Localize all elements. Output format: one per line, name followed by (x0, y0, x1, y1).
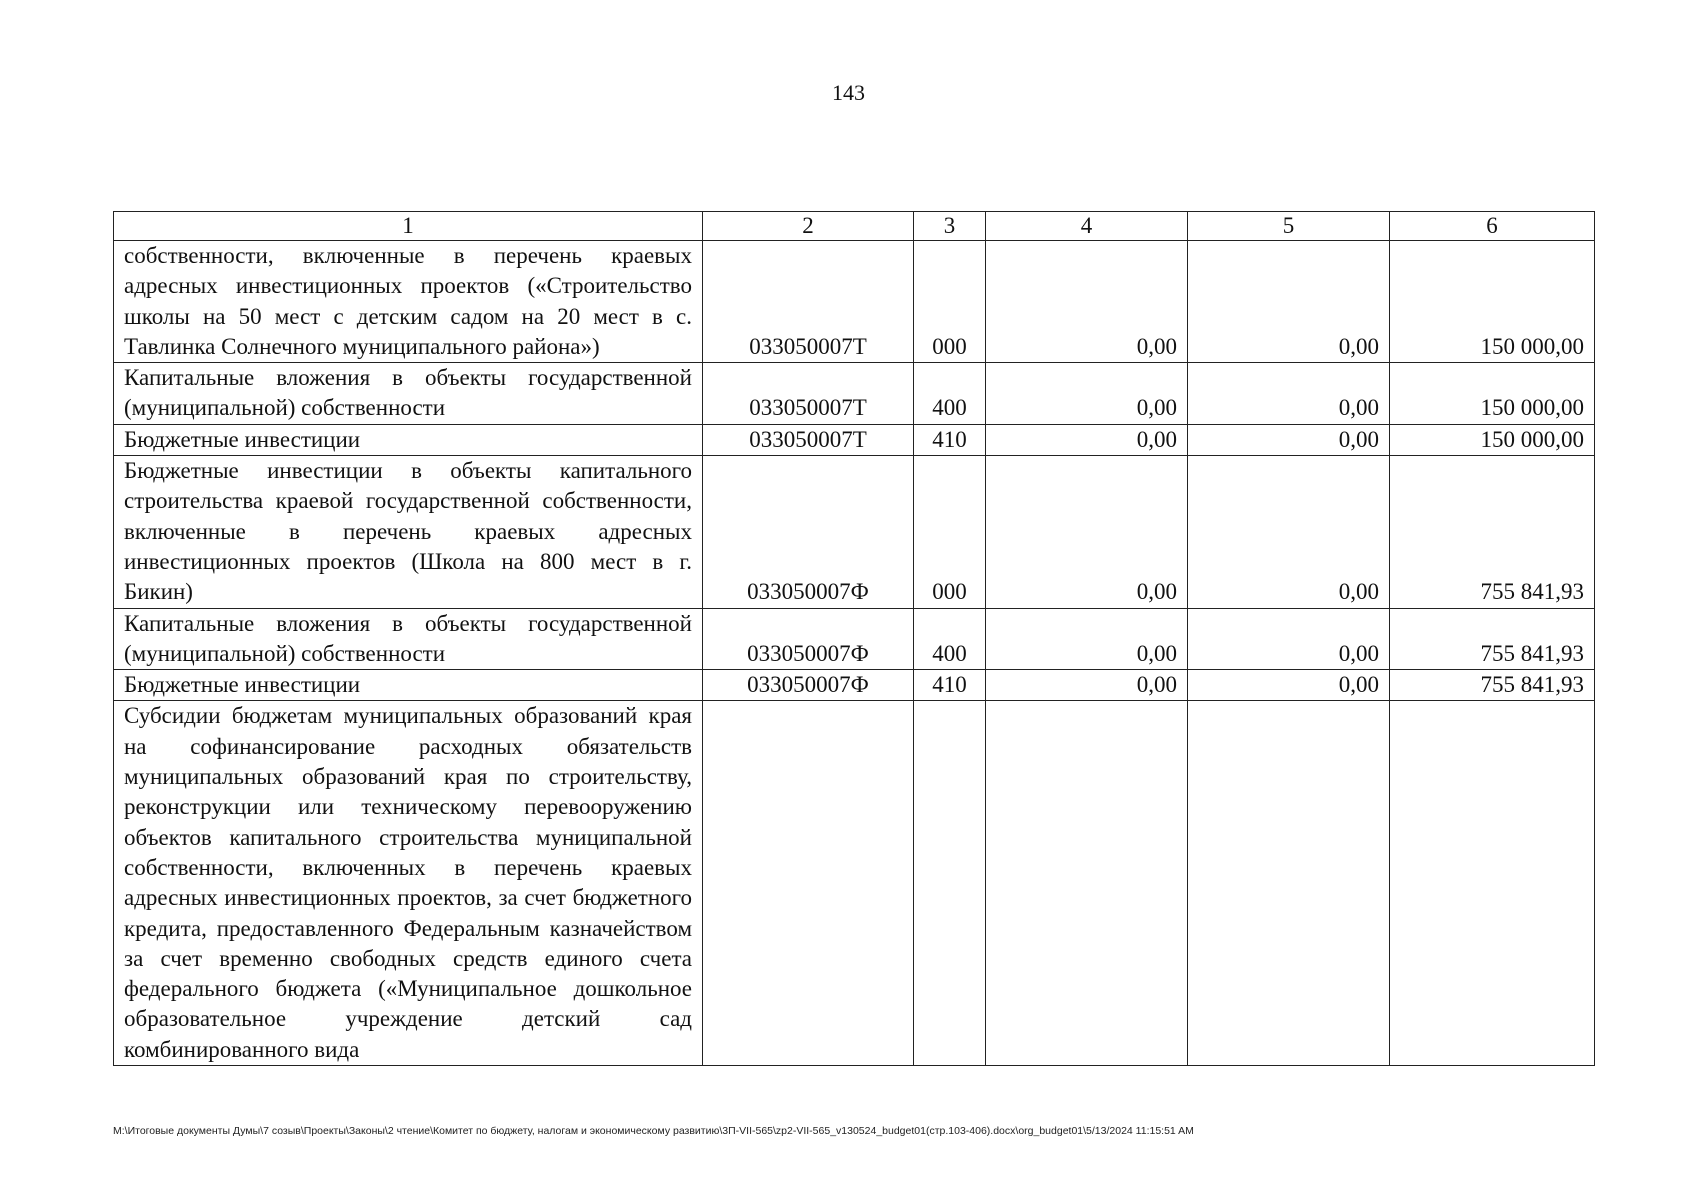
row-value-6 (1390, 701, 1595, 1066)
document-path-footer: M:\Итоговые документы Думы\7 созыв\Проекты\Законы\2 чтение\Комитет по бюджету, налогам и экономическому развитию\3П-VII-565\zp2-VII-565_v130524_budget01(стр.103-406).docx\org_budget01\5/13/2024 11:15:51 AM (113, 1125, 1194, 1137)
row-target-code: 033050007Ф (703, 670, 914, 701)
column-header-3: 3 (914, 212, 986, 241)
row-value-5: 0,00 (1188, 241, 1390, 363)
row-value-6: 150 000,00 (1390, 241, 1595, 363)
row-name: Бюджетные инвестиции (114, 424, 703, 455)
row-value-5: 0,00 (1188, 363, 1390, 425)
row-name: Капитальные вложения в объекты государственной (муниципальной) собственности (114, 363, 703, 425)
row-expense-type: 400 (914, 363, 986, 425)
row-name: Бюджетные инвестиции (114, 670, 703, 701)
row-target-code: 033050007Т (703, 424, 914, 455)
row-value-4: 0,00 (986, 456, 1188, 608)
row-value-5: 0,00 (1188, 608, 1390, 670)
row-name: Капитальные вложения в объекты государственной (муниципальной) собственности (114, 608, 703, 670)
row-value-4: 0,00 (986, 424, 1188, 455)
row-target-code: 033050007Т (703, 363, 914, 425)
row-value-5: 0,00 (1188, 424, 1390, 455)
column-header-2: 2 (703, 212, 914, 241)
row-name: Субсидии бюджетам муниципальных образований края на софинансирование расходных обязательств муниципальных образований края по строительству, реконструкции или техническому перевооружению объектов капитального строительства муниципальной собственности, включенных в перечень краевых адресных инвестиционных проектов, за счет бюджетного кредита, предоставленного Федеральным казначейством за счет временно свободных средств единого счета федерального бюджета («Муниципальное дошкольное образовательное учреждение детский сад комбинированного вида (114, 701, 703, 1066)
row-value-6: 755 841,93 (1390, 670, 1595, 701)
row-value-4: 0,00 (986, 363, 1188, 425)
row-value-6: 150 000,00 (1390, 363, 1595, 425)
column-header-5: 5 (1188, 212, 1390, 241)
row-value-5 (1188, 701, 1390, 1066)
row-expense-type: 000 (914, 456, 986, 608)
table-row (114, 424, 1595, 455)
row-value-6: 755 841,93 (1390, 608, 1595, 670)
table-row (114, 608, 1595, 670)
row-expense-type (914, 701, 986, 1066)
row-expense-type: 410 (914, 424, 986, 455)
row-value-5: 0,00 (1188, 456, 1390, 608)
table-header-row (114, 212, 1595, 241)
table-row (114, 701, 1595, 1066)
row-expense-type: 000 (914, 241, 986, 363)
row-name: Бюджетные инвестиции в объекты капитального строительства краевой государственной собственности, включенные в перечень краевых адресных инвестиционных проектов (Школа на 800 мест в г. Бикин) (114, 456, 703, 608)
table-row (114, 241, 1595, 363)
row-value-6: 755 841,93 (1390, 456, 1595, 608)
row-value-4: 0,00 (986, 670, 1188, 701)
row-value-4 (986, 701, 1188, 1066)
budget-table (113, 211, 1595, 1066)
column-header-4: 4 (986, 212, 1188, 241)
row-target-code: 033050007Т (703, 241, 914, 363)
row-expense-type: 400 (914, 608, 986, 670)
table-row (114, 670, 1595, 701)
column-header-1: 1 (114, 212, 703, 241)
row-value-4: 0,00 (986, 241, 1188, 363)
row-target-code: 033050007Ф (703, 608, 914, 670)
row-value-6: 150 000,00 (1390, 424, 1595, 455)
page-number: 143 (832, 80, 865, 105)
row-value-4: 0,00 (986, 608, 1188, 670)
row-value-5: 0,00 (1188, 670, 1390, 701)
row-target-code: 033050007Ф (703, 456, 914, 608)
column-header-6: 6 (1390, 212, 1595, 241)
table-row (114, 456, 1595, 608)
row-expense-type: 410 (914, 670, 986, 701)
row-target-code (703, 701, 914, 1066)
table-row (114, 363, 1595, 425)
row-name: собственности, включенные в перечень краевых адресных инвестиционных проектов («Строительство школы на 50 мест с детским садом на 20 мест в с. Тавлинка Солнечного муниципального района») (114, 241, 703, 363)
